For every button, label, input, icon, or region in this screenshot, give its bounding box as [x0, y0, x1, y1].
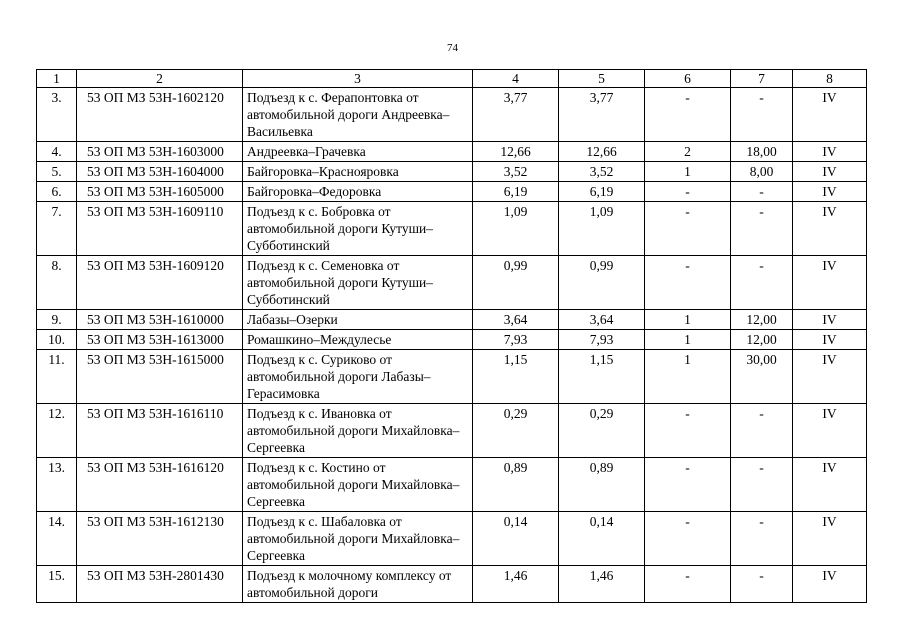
roads-table [36, 69, 867, 603]
length-total-cell: 3,64 [473, 310, 559, 330]
bridges-count-cell: - [645, 458, 731, 512]
road-category-cell: IV [793, 350, 867, 404]
road-name-cell: Подъезд к с. Бобровка от автомобильной дороги Кутуши–Субботинский [243, 202, 473, 256]
road-name-cell: Подъезд к с. Ивановка от автомобильной дороги Михайловка–Сергеевка [243, 404, 473, 458]
header-cell: 2 [77, 70, 243, 88]
road-name-cell: Лабазы–Озерки [243, 310, 473, 330]
road-code-cell: 53 ОП МЗ 53Н-1613000 [77, 330, 243, 350]
bridges-length-cell: - [731, 256, 793, 310]
length-total-cell: 0,14 [473, 512, 559, 566]
row-number-cell: 12. [37, 404, 77, 458]
row-number-cell: 14. [37, 512, 77, 566]
length-total-cell: 6,19 [473, 182, 559, 202]
bridges-length-cell: - [731, 458, 793, 512]
bridges-length-cell: - [731, 404, 793, 458]
table-row [37, 162, 867, 182]
table-row [37, 142, 867, 162]
road-category-cell: IV [793, 310, 867, 330]
length-total-cell: 7,93 [473, 330, 559, 350]
bridges-count-cell: - [645, 202, 731, 256]
road-category-cell: IV [793, 202, 867, 256]
length-paved-cell: 3,64 [559, 310, 645, 330]
road-category-cell: IV [793, 182, 867, 202]
bridges-count-cell: - [645, 566, 731, 603]
row-number-cell: 11. [37, 350, 77, 404]
bridges-length-cell: 8,00 [731, 162, 793, 182]
table-row [37, 182, 867, 202]
bridges-count-cell: 1 [645, 310, 731, 330]
bridges-count-cell: - [645, 512, 731, 566]
row-number-cell: 10. [37, 330, 77, 350]
length-total-cell: 3,52 [473, 162, 559, 182]
table-row [37, 566, 867, 603]
length-total-cell: 3,77 [473, 88, 559, 142]
road-code-cell: 53 ОП МЗ 53Н-1602120 [77, 88, 243, 142]
row-number-cell: 13. [37, 458, 77, 512]
row-number-cell: 3. [37, 88, 77, 142]
road-category-cell: IV [793, 162, 867, 182]
table-header-row [37, 70, 867, 88]
road-category-cell: IV [793, 256, 867, 310]
road-category-cell: IV [793, 458, 867, 512]
row-number-cell: 4. [37, 142, 77, 162]
road-category-cell: IV [793, 330, 867, 350]
road-code-cell: 53 ОП МЗ 53Н-1609120 [77, 256, 243, 310]
bridges-length-cell: - [731, 512, 793, 566]
length-paved-cell: 0,89 [559, 458, 645, 512]
road-name-cell: Подъезд к молочному комплексу от автомобильной дороги [243, 566, 473, 603]
bridges-count-cell: - [645, 88, 731, 142]
length-paved-cell: 7,93 [559, 330, 645, 350]
bridges-count-cell: 1 [645, 330, 731, 350]
header-cell: 5 [559, 70, 645, 88]
length-total-cell: 1,09 [473, 202, 559, 256]
road-code-cell: 53 ОП МЗ 53Н-1612130 [77, 512, 243, 566]
bridges-count-cell: 1 [645, 350, 731, 404]
road-category-cell: IV [793, 566, 867, 603]
bridges-length-cell: - [731, 88, 793, 142]
bridges-length-cell: 18,00 [731, 142, 793, 162]
bridges-length-cell: 12,00 [731, 330, 793, 350]
length-total-cell: 0,29 [473, 404, 559, 458]
road-code-cell: 53 ОП МЗ 53Н-1610000 [77, 310, 243, 330]
road-code-cell: 53 ОП МЗ 53Н-1605000 [77, 182, 243, 202]
table-row [37, 88, 867, 142]
header-cell: 8 [793, 70, 867, 88]
road-code-cell: 53 ОП МЗ 53Н-1604000 [77, 162, 243, 182]
road-name-cell: Андреевка–Грачевка [243, 142, 473, 162]
page-number: 74 [447, 42, 458, 54]
row-number-cell: 6. [37, 182, 77, 202]
road-code-cell: 53 ОП МЗ 53Н-1616110 [77, 404, 243, 458]
road-category-cell: IV [793, 512, 867, 566]
table-row [37, 404, 867, 458]
road-name-cell: Ромашкино–Междулесье [243, 330, 473, 350]
road-code-cell: 53 ОП МЗ 53Н-2801430 [77, 566, 243, 603]
road-category-cell: IV [793, 88, 867, 142]
road-name-cell: Байгоровка–Краснояровка [243, 162, 473, 182]
road-category-cell: IV [793, 142, 867, 162]
row-number-cell: 15. [37, 566, 77, 603]
length-total-cell: 0,89 [473, 458, 559, 512]
length-paved-cell: 3,77 [559, 88, 645, 142]
length-paved-cell: 6,19 [559, 182, 645, 202]
table-row [37, 256, 867, 310]
bridges-length-cell: 12,00 [731, 310, 793, 330]
road-code-cell: 53 ОП МЗ 53Н-1609110 [77, 202, 243, 256]
row-number-cell: 9. [37, 310, 77, 330]
header-cell: 6 [645, 70, 731, 88]
length-total-cell: 12,66 [473, 142, 559, 162]
length-paved-cell: 12,66 [559, 142, 645, 162]
road-code-cell: 53 ОП МЗ 53Н-1615000 [77, 350, 243, 404]
road-name-cell: Подъезд к с. Шабаловка от автомобильной дороги Михайловка–Сергеевка [243, 512, 473, 566]
bridges-count-cell: 1 [645, 162, 731, 182]
bridges-count-cell: 2 [645, 142, 731, 162]
header-cell: 3 [243, 70, 473, 88]
bridges-length-cell: - [731, 182, 793, 202]
table-row [37, 202, 867, 256]
road-name-cell: Подъезд к с. Ферапонтовка от автомобильной дороги Андреевка–Васильевка [243, 88, 473, 142]
row-number-cell: 5. [37, 162, 77, 182]
road-code-cell: 53 ОП МЗ 53Н-1603000 [77, 142, 243, 162]
bridges-count-cell: - [645, 404, 731, 458]
bridges-length-cell: 30,00 [731, 350, 793, 404]
length-paved-cell: 1,46 [559, 566, 645, 603]
bridges-length-cell: - [731, 202, 793, 256]
header-cell: 7 [731, 70, 793, 88]
length-paved-cell: 0,99 [559, 256, 645, 310]
length-paved-cell: 3,52 [559, 162, 645, 182]
row-number-cell: 7. [37, 202, 77, 256]
row-number-cell: 8. [37, 256, 77, 310]
length-paved-cell: 0,14 [559, 512, 645, 566]
length-total-cell: 1,46 [473, 566, 559, 603]
road-name-cell: Подъезд к с. Семеновка от автомобильной дороги Кутуши–Субботинский [243, 256, 473, 310]
table-row [37, 458, 867, 512]
header-cell: 4 [473, 70, 559, 88]
road-code-cell: 53 ОП МЗ 53Н-1616120 [77, 458, 243, 512]
table-row [37, 350, 867, 404]
length-paved-cell: 0,29 [559, 404, 645, 458]
road-name-cell: Байгоровка–Федоровка [243, 182, 473, 202]
bridges-count-cell: - [645, 182, 731, 202]
length-total-cell: 1,15 [473, 350, 559, 404]
table-row [37, 512, 867, 566]
bridges-count-cell: - [645, 256, 731, 310]
road-name-cell: Подъезд к с. Костино от автомобильной дороги Михайловка–Сергеевка [243, 458, 473, 512]
length-total-cell: 0,99 [473, 256, 559, 310]
table-row [37, 310, 867, 330]
header-cell: 1 [37, 70, 77, 88]
bridges-length-cell: - [731, 566, 793, 603]
road-category-cell: IV [793, 404, 867, 458]
length-paved-cell: 1,09 [559, 202, 645, 256]
table-row [37, 330, 867, 350]
road-name-cell: Подъезд к с. Суриково от автомобильной дороги Лабазы–Герасимовка [243, 350, 473, 404]
length-paved-cell: 1,15 [559, 350, 645, 404]
